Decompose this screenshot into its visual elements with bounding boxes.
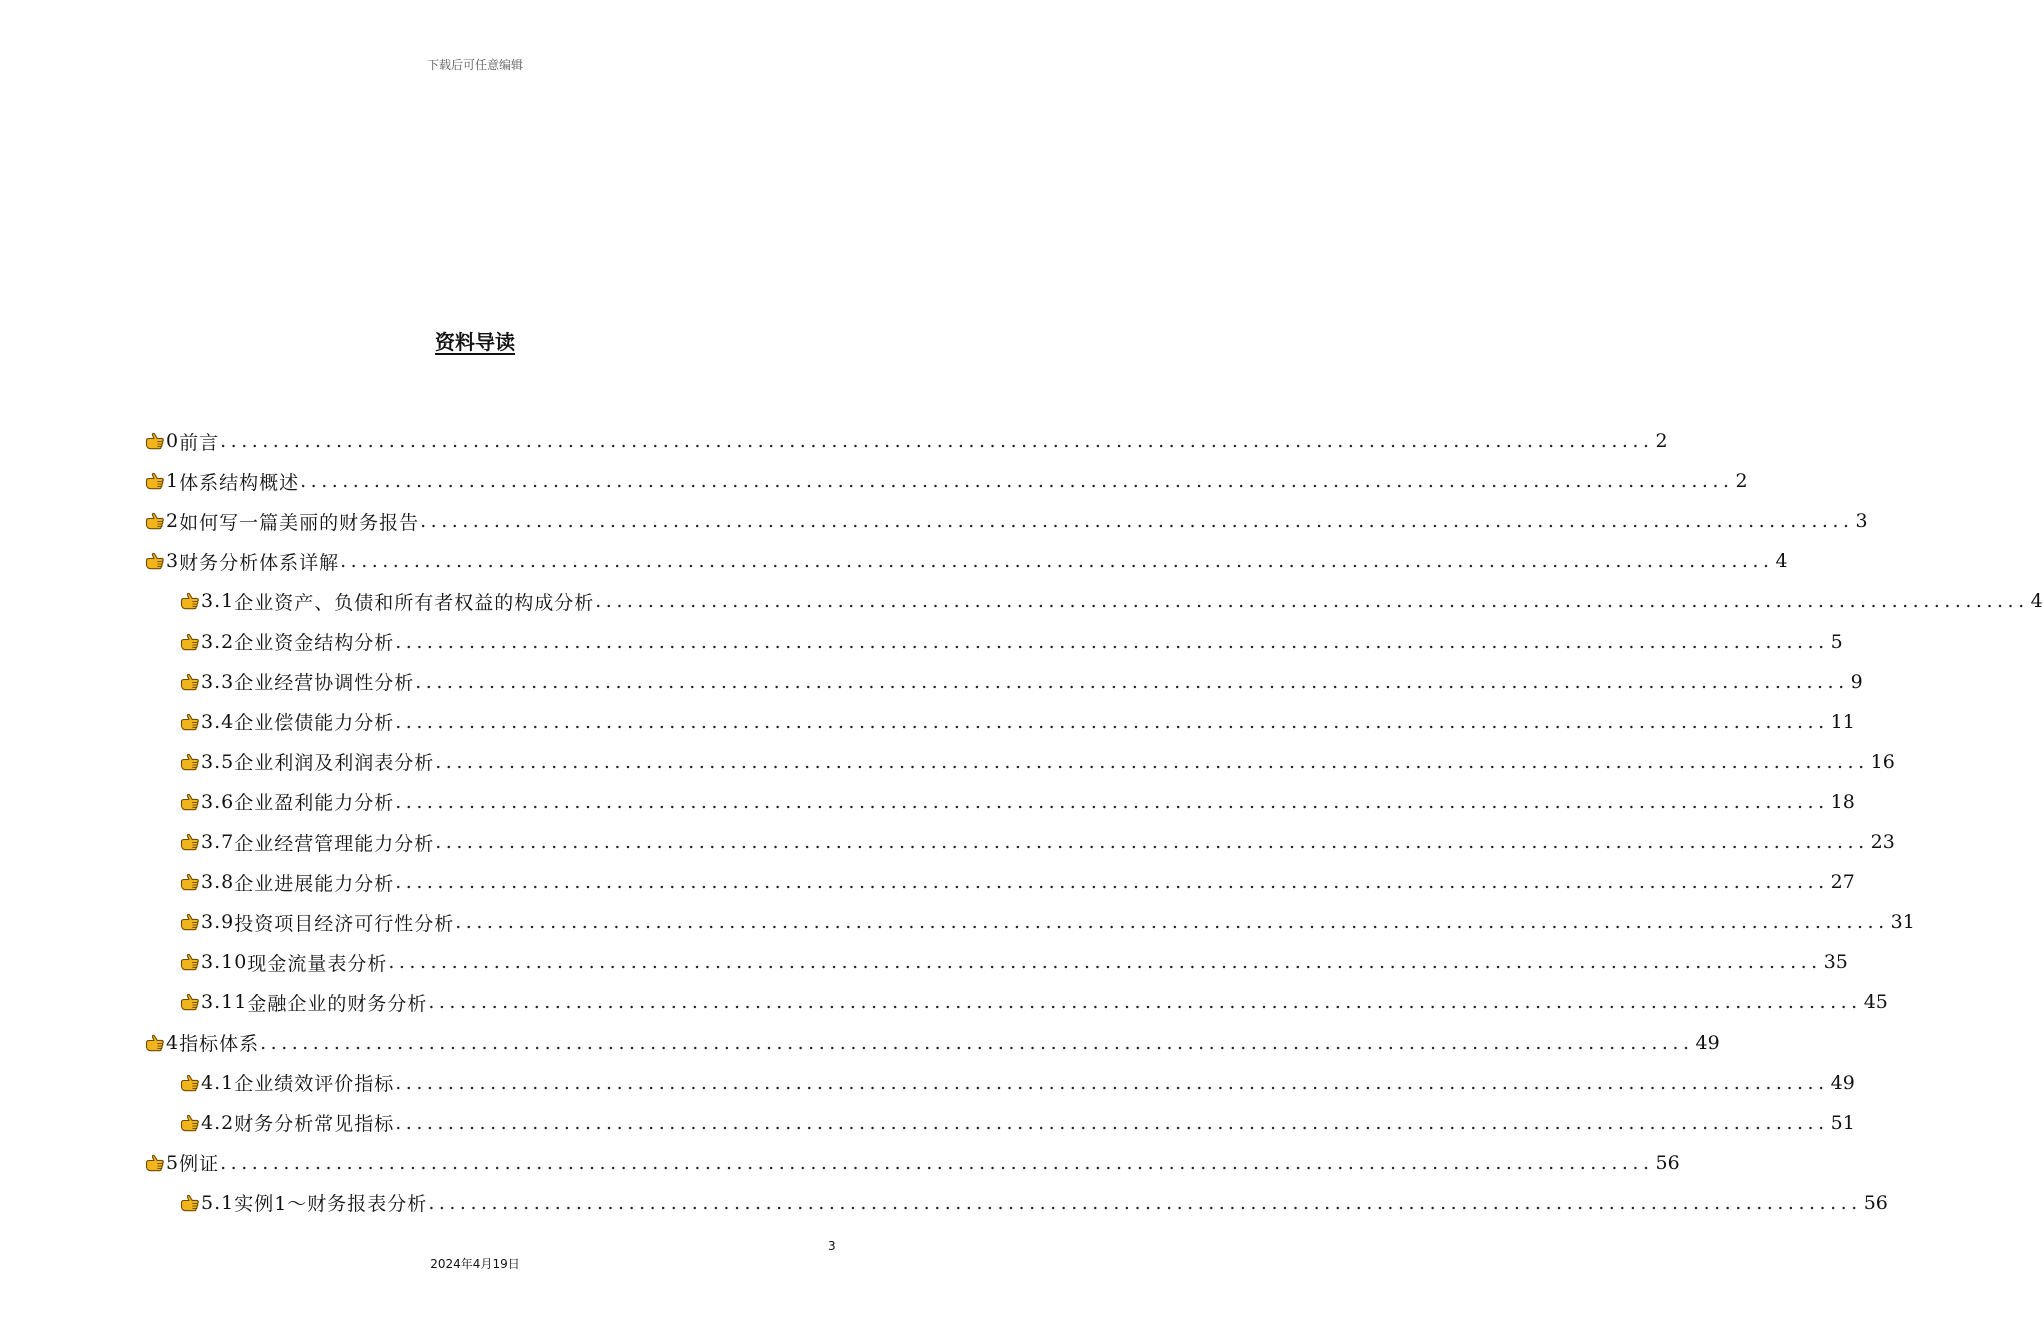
toc-entry-number: 0 xyxy=(166,430,180,452)
toc-entry-page: 4 xyxy=(2030,590,2043,613)
toc-leader-dots: ........................................................................................................................................ xyxy=(388,951,1822,974)
toc-entry-3-8[interactable] xyxy=(180,862,1855,902)
toc-leader-dots: ........................................................................................................................................ xyxy=(260,1031,1694,1054)
pointing-hand-icon xyxy=(145,552,165,570)
toc-entry-number: 1 xyxy=(166,470,180,493)
toc-entry-title: 企业绩效评价指标 xyxy=(234,1073,395,1096)
toc-entry-page: 27 xyxy=(1830,871,1855,894)
toc-entry-title: 如何写一篇美丽的财务报告 xyxy=(179,511,420,534)
toc-leader-dots: ........................................................................................................................................ xyxy=(455,911,1889,934)
footer-date: 2024年4月19日 xyxy=(430,1257,520,1271)
toc-entry-number: 4.2 xyxy=(201,1111,235,1134)
toc-entry-number: 5 xyxy=(166,1151,180,1174)
pointing-hand-icon xyxy=(145,512,165,530)
toc-entry-1[interactable] xyxy=(145,461,1748,501)
toc-entry-0[interactable] xyxy=(145,421,1668,461)
pointing-hand-icon xyxy=(180,592,200,610)
toc-entry-3-5[interactable] xyxy=(180,742,1895,782)
toc-entry-number: 3.7 xyxy=(201,831,235,853)
toc-entry-title: 企业资金结构分析 xyxy=(234,632,395,654)
toc-leader-dots: ........................................................................................................................................ xyxy=(220,430,1654,452)
toc-entry-title: 财务分析体系详解 xyxy=(179,551,340,574)
pointing-hand-icon xyxy=(180,1114,200,1132)
toc-leader-dots: ........................................................................................................................................ xyxy=(395,790,1829,813)
toc-entry-title: 例证 xyxy=(179,1153,220,1176)
toc-entry-page: 5 xyxy=(1830,630,1843,653)
toc-leader-dots: ........................................................................................................................................ xyxy=(220,1151,1654,1174)
toc-entry-number: 3.10 xyxy=(201,951,248,974)
toc-entry-number: 3.11 xyxy=(201,991,248,1014)
toc-entry-page: 49 xyxy=(1830,1071,1855,1094)
pointing-hand-icon xyxy=(180,793,200,811)
toc-entry-title: 实例1～财务报表分析 xyxy=(234,1193,428,1216)
toc-entry-number: 5.1 xyxy=(201,1191,235,1214)
toc-entry-page: 51 xyxy=(1830,1111,1855,1134)
toc-entry-title: 体系结构概述 xyxy=(179,471,300,494)
pointing-hand-icon xyxy=(180,633,200,651)
toc-leader-dots: ........................................................................................................................................ xyxy=(428,1191,1862,1214)
toc-entry-number: 4.1 xyxy=(201,1071,235,1094)
toc-entry-page: 11 xyxy=(1830,710,1855,733)
toc-entry-number: 4 xyxy=(166,1031,180,1054)
toc-entry-title: 投资项目经济可行性分析 xyxy=(234,912,455,935)
toc-entry-3-4[interactable] xyxy=(180,702,1855,742)
toc-entry-5[interactable] xyxy=(145,1143,1680,1183)
toc-entry-title: 企业经营管理能力分析 xyxy=(234,832,435,855)
toc-leader-dots: ........................................................................................................................................ xyxy=(428,991,1862,1014)
toc-leader-dots: ........................................................................................................................................ xyxy=(395,1111,1829,1134)
toc-entry-page: 3 xyxy=(1855,510,1868,533)
toc-entry-page: 2 xyxy=(1735,470,1748,493)
toc-entry-3-3[interactable] xyxy=(180,662,1863,702)
toc-entry-number: 3.6 xyxy=(201,790,235,813)
toc-entry-title: 前言 xyxy=(179,431,220,454)
toc-entry-title: 企业经营协调性分析 xyxy=(234,672,415,695)
pointing-hand-icon xyxy=(180,1074,200,1092)
toc-leader-dots: ........................................................................................................................................ xyxy=(300,470,1734,493)
pointing-hand-icon xyxy=(180,873,200,891)
pointing-hand-icon xyxy=(145,1034,165,1052)
pointing-hand-icon xyxy=(180,993,200,1011)
toc-entry-title: 企业偿债能力分析 xyxy=(234,712,395,735)
toc-entry-number: 3.3 xyxy=(201,670,235,693)
toc-entry-2[interactable] xyxy=(145,501,1868,541)
toc-entry-page: 56 xyxy=(1863,1191,1888,1214)
toc-leader-dots: ........................................................................................................................................ xyxy=(340,550,1774,573)
pointing-hand-icon xyxy=(180,713,200,731)
toc-entry-number: 3.9 xyxy=(201,911,235,934)
toc-entry-page: 16 xyxy=(1870,750,1895,773)
page-title: 资料导读 xyxy=(435,330,515,354)
toc-entry-title: 企业进展能力分析 xyxy=(234,872,395,895)
toc-entry-3-10[interactable] xyxy=(180,942,1848,982)
toc-leader-dots: ........................................................................................................................................ xyxy=(415,670,1849,693)
toc-entry-3-6[interactable] xyxy=(180,782,1855,822)
toc-entry-title: 企业利润及利润表分析 xyxy=(234,752,435,775)
toc-entry-page: 31 xyxy=(1890,911,1915,934)
toc-entry-page: 4 xyxy=(1775,550,1788,573)
toc-entry-title: 财务分析常见指标 xyxy=(234,1113,395,1136)
pointing-hand-icon xyxy=(180,833,200,851)
pointing-hand-icon xyxy=(180,953,200,971)
toc-entry-5-1[interactable] xyxy=(180,1183,1888,1223)
toc-leader-dots: ........................................................................................................................................ xyxy=(395,871,1829,894)
pointing-hand-icon xyxy=(180,913,200,931)
page-header: 下载后可任意编辑 xyxy=(426,58,523,72)
toc-entry-page: 2 xyxy=(1655,430,1668,452)
page-number: 3 xyxy=(828,1239,836,1253)
toc-leader-dots: ........................................................................................................................................ xyxy=(435,750,1869,773)
toc-entry-page: 45 xyxy=(1863,991,1888,1014)
toc-entry-3-2[interactable] xyxy=(180,622,1843,662)
toc-entry-page: 18 xyxy=(1830,790,1855,813)
pointing-hand-icon xyxy=(180,673,200,691)
toc-leader-dots: ........................................................................................................................................ xyxy=(435,831,1869,853)
pointing-hand-icon xyxy=(145,1154,165,1172)
toc-entry-number: 3.1 xyxy=(201,590,235,613)
pointing-hand-icon xyxy=(180,1194,200,1212)
toc-entry-4-1[interactable] xyxy=(180,1063,1855,1103)
toc-entry-page: 23 xyxy=(1870,831,1895,853)
toc-entry-3[interactable] xyxy=(145,541,1788,581)
toc-entry-4-2[interactable] xyxy=(180,1103,1855,1143)
toc-entry-page: 9 xyxy=(1850,670,1863,693)
toc-leader-dots: ........................................................................................................................................ xyxy=(395,630,1829,653)
toc-leader-dots: ........................................................................................................................................ xyxy=(420,510,1854,533)
toc-entry-title: 企业资产、负债和所有者权益的构成分析 xyxy=(234,591,595,614)
toc-entry-title: 金融企业的财务分析 xyxy=(247,992,428,1015)
pointing-hand-icon xyxy=(145,432,165,450)
toc-entry-title: 企业盈利能力分析 xyxy=(234,792,395,815)
toc-entry-title: 指标体系 xyxy=(179,1033,260,1055)
toc-entry-3-11[interactable] xyxy=(180,982,1888,1022)
toc-leader-dots: ........................................................................................................................................ xyxy=(395,710,1829,733)
toc-entry-page: 35 xyxy=(1823,951,1848,974)
toc-entry-number: 3.4 xyxy=(201,710,235,733)
toc-entry-number: 2 xyxy=(166,510,180,533)
toc-entry-number: 3 xyxy=(166,550,180,573)
toc-entry-number: 3.8 xyxy=(201,871,235,894)
toc-entry-page: 56 xyxy=(1655,1151,1680,1174)
toc-entry-3-1[interactable] xyxy=(180,581,2043,621)
toc-entry-4[interactable] xyxy=(145,1023,1720,1063)
toc-entry-number: 3.2 xyxy=(201,630,235,653)
toc-leader-dots: ........................................................................................................................................ xyxy=(595,590,2029,613)
toc-entry-number: 3.5 xyxy=(201,750,235,773)
toc-entry-3-7[interactable] xyxy=(180,822,1895,862)
toc-entry-3-9[interactable] xyxy=(180,902,1915,942)
pointing-hand-icon xyxy=(180,753,200,771)
toc-leader-dots: ........................................................................................................................................ xyxy=(395,1071,1829,1094)
pointing-hand-icon xyxy=(145,472,165,490)
toc-entry-page: 49 xyxy=(1695,1031,1720,1054)
toc-entry-title: 现金流量表分析 xyxy=(247,952,388,975)
